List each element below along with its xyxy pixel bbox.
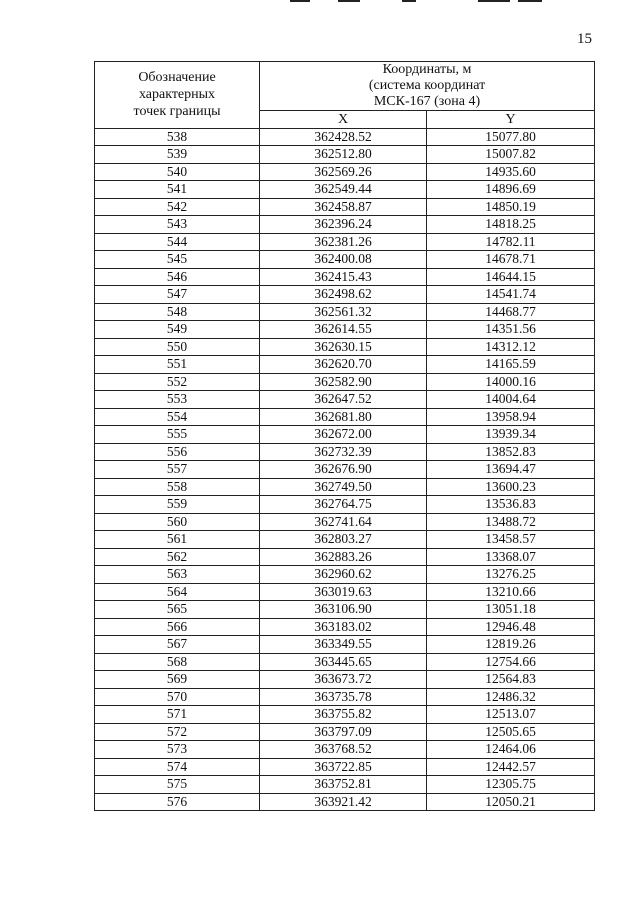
x-coordinate-cell: 362630.15 [260, 338, 427, 356]
x-coordinate-cell: 362569.26 [260, 163, 427, 181]
y-coordinate-cell: 14351.56 [427, 321, 595, 339]
y-coordinate-cell: 13600.23 [427, 478, 595, 496]
x-coordinate-cell: 362400.08 [260, 251, 427, 269]
table-row [95, 793, 595, 811]
x-coordinate-cell: 362458.87 [260, 198, 427, 216]
table-row [95, 426, 595, 444]
point-cell: 560 [95, 513, 260, 531]
coords-header-line-2: (система координат [368, 78, 486, 93]
table-row [95, 391, 595, 409]
y-coordinate-cell: 14644.15 [427, 268, 595, 286]
table-row [95, 356, 595, 374]
table-row [95, 723, 595, 741]
x-coordinate-cell: 363106.90 [260, 601, 427, 619]
table-row [95, 198, 595, 216]
y-coordinate-cell: 14004.64 [427, 391, 595, 409]
x-column-header: X [260, 111, 427, 129]
table-row [95, 268, 595, 286]
x-coordinate-cell: 362549.44 [260, 181, 427, 199]
x-coordinate-cell: 362749.50 [260, 478, 427, 496]
table-row [95, 741, 595, 759]
point-cell: 546 [95, 268, 260, 286]
table-row [95, 321, 595, 339]
x-coordinate-cell: 362732.39 [260, 443, 427, 461]
coordinates-table [94, 61, 595, 811]
x-coordinate-cell: 363673.72 [260, 671, 427, 689]
point-cell: 571 [95, 706, 260, 724]
x-coordinate-cell: 362681.80 [260, 408, 427, 426]
table-row [95, 286, 595, 304]
y-coordinate-cell: 14165.59 [427, 356, 595, 374]
y-coordinate-cell: 15007.82 [427, 146, 595, 164]
point-cell: 552 [95, 373, 260, 391]
point-cell: 574 [95, 758, 260, 776]
y-coordinate-cell: 13852.83 [427, 443, 595, 461]
point-cell: 542 [95, 198, 260, 216]
y-coordinate-cell: 13488.72 [427, 513, 595, 531]
y-coordinate-cell: 13958.94 [427, 408, 595, 426]
x-coordinate-cell: 362883.26 [260, 548, 427, 566]
x-coordinate-cell: 363921.42 [260, 793, 427, 811]
y-coordinate-cell: 12513.07 [427, 706, 595, 724]
y-coordinate-cell: 13368.07 [427, 548, 595, 566]
point-cell: 561 [95, 531, 260, 549]
point-cell: 567 [95, 636, 260, 654]
y-coordinate-cell: 13210.66 [427, 583, 595, 601]
table-row [95, 408, 595, 426]
y-coordinate-cell: 14782.11 [427, 233, 595, 251]
y-coordinate-cell: 14896.69 [427, 181, 595, 199]
x-coordinate-cell: 363768.52 [260, 741, 427, 759]
point-cell: 559 [95, 496, 260, 514]
points-header-line-2: характерных [138, 87, 216, 103]
table-row [95, 583, 595, 601]
x-coordinate-cell: 362764.75 [260, 496, 427, 514]
y-coordinate-cell: 15077.80 [427, 128, 595, 146]
coords-header-line-1: Координаты, м [382, 62, 472, 77]
table-row [95, 181, 595, 199]
point-cell: 545 [95, 251, 260, 269]
point-cell: 550 [95, 338, 260, 356]
point-cell: 554 [95, 408, 260, 426]
table-row [95, 548, 595, 566]
y-coordinate-cell: 12464.06 [427, 741, 595, 759]
point-cell: 568 [95, 653, 260, 671]
point-cell: 549 [95, 321, 260, 339]
point-cell: 562 [95, 548, 260, 566]
x-coordinate-cell: 362561.32 [260, 303, 427, 321]
x-coordinate-cell: 362803.27 [260, 531, 427, 549]
point-cell: 555 [95, 426, 260, 444]
x-coordinate-cell: 363183.02 [260, 618, 427, 636]
x-coordinate-cell: 363797.09 [260, 723, 427, 741]
table-row [95, 478, 595, 496]
point-cell: 541 [95, 181, 260, 199]
x-coordinate-cell: 363445.65 [260, 653, 427, 671]
table-row [95, 776, 595, 794]
table-row [95, 513, 595, 531]
y-coordinate-cell: 12305.75 [427, 776, 595, 794]
page-number: 15 [577, 31, 592, 47]
x-coordinate-cell: 362512.80 [260, 146, 427, 164]
x-coordinate-cell: 363349.55 [260, 636, 427, 654]
point-cell: 543 [95, 216, 260, 234]
table-row [95, 531, 595, 549]
y-coordinate-cell: 12486.32 [427, 688, 595, 706]
y-coordinate-cell: 13939.34 [427, 426, 595, 444]
table-row [95, 216, 595, 234]
x-coordinate-cell: 363735.78 [260, 688, 427, 706]
y-coordinate-cell: 12946.48 [427, 618, 595, 636]
y-coordinate-cell: 12505.65 [427, 723, 595, 741]
points-header-line-3: точек границы [133, 104, 221, 120]
y-coordinate-cell: 12754.66 [427, 653, 595, 671]
table-row [95, 443, 595, 461]
y-coordinate-cell: 12564.83 [427, 671, 595, 689]
point-cell: 553 [95, 391, 260, 409]
x-coordinate-cell: 362647.52 [260, 391, 427, 409]
y-column-header: Y [427, 111, 595, 129]
table-row [95, 618, 595, 636]
point-cell: 558 [95, 478, 260, 496]
y-coordinate-cell: 14678.71 [427, 251, 595, 269]
point-cell: 564 [95, 583, 260, 601]
y-coordinate-cell: 14850.19 [427, 198, 595, 216]
x-coordinate-cell: 362620.70 [260, 356, 427, 374]
table-row [95, 601, 595, 619]
table-header [95, 62, 595, 129]
y-coordinate-cell: 13051.18 [427, 601, 595, 619]
point-cell: 544 [95, 233, 260, 251]
table-row [95, 373, 595, 391]
y-coordinate-cell: 14935.60 [427, 163, 595, 181]
point-cell: 551 [95, 356, 260, 374]
point-cell: 569 [95, 671, 260, 689]
y-coordinate-cell: 12442.57 [427, 758, 595, 776]
point-cell: 548 [95, 303, 260, 321]
x-coordinate-cell: 362741.64 [260, 513, 427, 531]
point-cell: 538 [95, 128, 260, 146]
table-row [95, 251, 595, 269]
x-coordinate-cell: 363019.63 [260, 583, 427, 601]
point-cell: 575 [95, 776, 260, 794]
y-coordinate-cell: 13536.83 [427, 496, 595, 514]
x-coordinate-cell: 362396.24 [260, 216, 427, 234]
x-coordinate-cell: 362960.62 [260, 566, 427, 584]
table-row [95, 566, 595, 584]
y-coordinate-cell: 14312.12 [427, 338, 595, 356]
y-coordinate-cell: 14468.77 [427, 303, 595, 321]
y-coordinate-cell: 14541.74 [427, 286, 595, 304]
table-row [95, 303, 595, 321]
x-coordinate-cell: 362672.00 [260, 426, 427, 444]
table-row [95, 671, 595, 689]
table-row [95, 233, 595, 251]
point-cell: 547 [95, 286, 260, 304]
point-cell: 566 [95, 618, 260, 636]
x-coordinate-cell: 362614.55 [260, 321, 427, 339]
table-row [95, 653, 595, 671]
coords-header-line-3: МСК-167 (зона 4) [373, 94, 481, 109]
table-row [95, 758, 595, 776]
scan-edge-marks [0, 0, 640, 6]
point-cell: 570 [95, 688, 260, 706]
table-row [95, 636, 595, 654]
point-cell: 572 [95, 723, 260, 741]
table-row [95, 461, 595, 479]
y-coordinate-cell: 13458.57 [427, 531, 595, 549]
point-cell: 573 [95, 741, 260, 759]
x-coordinate-cell: 362381.26 [260, 233, 427, 251]
point-cell: 539 [95, 146, 260, 164]
point-cell: 565 [95, 601, 260, 619]
y-coordinate-cell: 14818.25 [427, 216, 595, 234]
x-coordinate-cell: 362428.52 [260, 128, 427, 146]
table-row [95, 146, 595, 164]
y-coordinate-cell: 13694.47 [427, 461, 595, 479]
x-coordinate-cell: 363752.81 [260, 776, 427, 794]
y-coordinate-cell: 12050.21 [427, 793, 595, 811]
x-coordinate-cell: 363755.82 [260, 706, 427, 724]
points-header-line-1: Обозначение [138, 70, 216, 86]
table-row [95, 688, 595, 706]
x-coordinate-cell: 362582.90 [260, 373, 427, 391]
table-row [95, 163, 595, 181]
y-coordinate-cell: 13276.25 [427, 566, 595, 584]
point-cell: 576 [95, 793, 260, 811]
table-row [95, 496, 595, 514]
y-coordinate-cell: 12819.26 [427, 636, 595, 654]
point-cell: 556 [95, 443, 260, 461]
y-coordinate-cell: 14000.16 [427, 373, 595, 391]
x-coordinate-cell: 362498.62 [260, 286, 427, 304]
coordinates-column-header [260, 62, 595, 111]
table-row [95, 128, 595, 146]
table-body [95, 128, 595, 811]
table-row [95, 706, 595, 724]
point-cell: 563 [95, 566, 260, 584]
point-cell: 540 [95, 163, 260, 181]
x-coordinate-cell: 363722.85 [260, 758, 427, 776]
table-row [95, 338, 595, 356]
x-coordinate-cell: 362676.90 [260, 461, 427, 479]
point-cell: 557 [95, 461, 260, 479]
points-column-header [95, 62, 260, 129]
x-coordinate-cell: 362415.43 [260, 268, 427, 286]
